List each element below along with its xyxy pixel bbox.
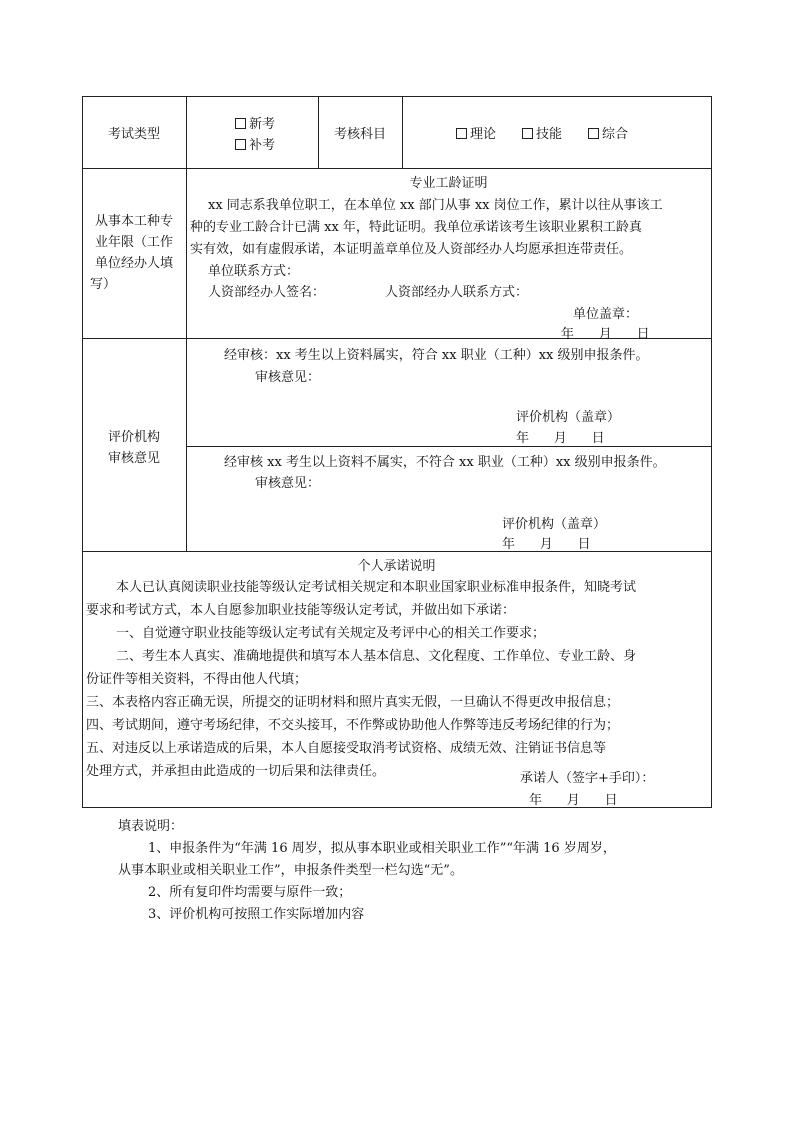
label-line: 评价机构	[107, 430, 160, 445]
commitment-line: 本人已认真阅读职业技能等级认定考试相关规定和本职业国家职业标准申报条件，知晓考试	[116, 580, 637, 595]
work-years-label	[84, 211, 184, 295]
row-divider-3	[82, 551, 711, 552]
unit-stamp-field[interactable]: 单位盖章：	[573, 307, 639, 322]
hr-contact-field[interactable]: 人资部经办人联系方式：	[385, 285, 529, 300]
option-label: 理论	[470, 127, 497, 142]
work-cert-para-line: 实有效，如有虚假承诺，本证明盖章单位及人资部经办人均愿承担连带责任。	[190, 242, 633, 257]
review-opinion-field[interactable]: 审核意见：	[255, 370, 321, 385]
review-org-stamp[interactable]: 评价机构（盖章）	[516, 410, 621, 425]
commitment-line: 处理方式，并承担由此造成的一切后果和法律责任。	[86, 764, 386, 779]
subject-skill-option[interactable]	[522, 123, 562, 142]
col-divider-1	[186, 96, 187, 552]
row-divider-review	[186, 446, 711, 447]
label-line: 业年限（工作	[94, 235, 173, 250]
note-line: 2、所有复印件均需要与原件一致；	[148, 885, 352, 900]
exam-type-retake-option[interactable]	[235, 134, 275, 153]
review-opinion-field[interactable]: 审核意见：	[255, 476, 321, 491]
review-date[interactable]: 年 月 日	[502, 537, 591, 552]
work-cert-para-line: 种的专业工龄合计已满 xx 年，特此证明。我单位承诺该考生该职业累积工龄真	[190, 220, 642, 235]
option-label: 技能	[536, 127, 563, 142]
review-label	[84, 427, 184, 469]
review-rejected-text: 经审核 xx 考生以上资料不属实，不符合 xx 职业（工种）xx 级别申报条件。	[224, 455, 666, 470]
note-line: 1、申报条件为“年满 16 周岁，拟从事本职业或相关职业工作”“年满 16 岁周岁，	[148, 841, 616, 856]
label-line: 单位经办人填	[94, 256, 173, 271]
review-org-stamp[interactable]: 评价机构（盖章）	[502, 517, 607, 532]
commitment-title: 个人承诺说明	[357, 559, 436, 574]
table-border-right	[711, 96, 712, 808]
commitment-line: 三、本表格内容正确无误，所提交的证明材料和照片真实无假，一旦确认不得更改申报信息；	[86, 695, 620, 710]
option-label: 补考	[249, 138, 276, 153]
checkbox-icon[interactable]	[235, 139, 246, 150]
signer-field[interactable]: 承诺人（签字+手印）：	[520, 771, 655, 786]
col-divider-3	[402, 96, 403, 169]
commitment-line: 二、考生本人真实、准确地提供和填写本人基本信息、文化程度、工作单位、专业工龄、身	[116, 649, 637, 664]
table-border-top	[82, 96, 711, 97]
review-approved-text: 经审核：xx 考生以上资料属实，符合 xx 职业（工种）xx 级别申报条件。	[224, 348, 649, 363]
unit-contact-field[interactable]: 单位联系方式：	[208, 264, 300, 279]
subject-label: 考核科目	[333, 127, 386, 142]
table-border-left	[82, 96, 83, 808]
label-line: 审核意见	[107, 451, 160, 466]
checkbox-icon[interactable]	[522, 128, 533, 139]
checkbox-icon[interactable]	[456, 128, 467, 139]
checkbox-icon[interactable]	[235, 118, 246, 129]
work-cert-para-line: xx 同志系我单位职工，在本单位 xx 部门从事 xx 岗位工作，累计以往从事该工	[208, 198, 663, 213]
subject-comprehensive-option[interactable]	[588, 123, 628, 142]
commitment-date[interactable]: 年 月 日	[529, 793, 618, 808]
option-label: 新考	[249, 117, 276, 132]
option-label: 综合	[602, 127, 629, 142]
note-line: 3、评价机构可按照工作实际增加内容	[148, 907, 365, 922]
work-cert-date[interactable]: 年 月 日	[561, 327, 650, 342]
row-divider-1	[82, 168, 711, 169]
label-line: 从事本工种专	[94, 214, 173, 229]
label-line: 写）	[90, 277, 117, 292]
note-line: 从事本职业或相关职业工作”，申报条件类型一栏勾选“无”。	[118, 863, 463, 878]
exam-type-label: 考试类型	[107, 127, 160, 142]
exam-type-new-option[interactable]	[235, 113, 275, 132]
work-cert-title: 专业工龄证明	[409, 176, 488, 191]
hr-signature-field[interactable]: 人资部经办人签名：	[208, 285, 326, 300]
commitment-line: 一、自觉遵守职业技能等级认定考试有关规定及考评中心的相关工作要求；	[116, 626, 546, 641]
commitment-line: 五、对违反以上承诺造成的后果，本人自愿接受取消考试资格、成绩无效、注销证书信息等	[86, 741, 607, 756]
commitment-line: 份证件等相关资料，不得由他人代填；	[86, 672, 308, 687]
commitment-line: 要求和考试方式，本人自愿参加职业技能等级认定考试，并做出如下承诺：	[86, 603, 516, 618]
subject-theory-option[interactable]	[456, 123, 496, 142]
commitment-line: 四、考试期间，遵守考场纪律，不交头接耳，不作弊或协助他人作弊等违反考场纪律的行为；	[86, 718, 620, 733]
checkbox-icon[interactable]	[588, 128, 599, 139]
review-date[interactable]: 年 月 日	[516, 431, 605, 446]
notes-title: 填表说明：	[118, 819, 184, 834]
